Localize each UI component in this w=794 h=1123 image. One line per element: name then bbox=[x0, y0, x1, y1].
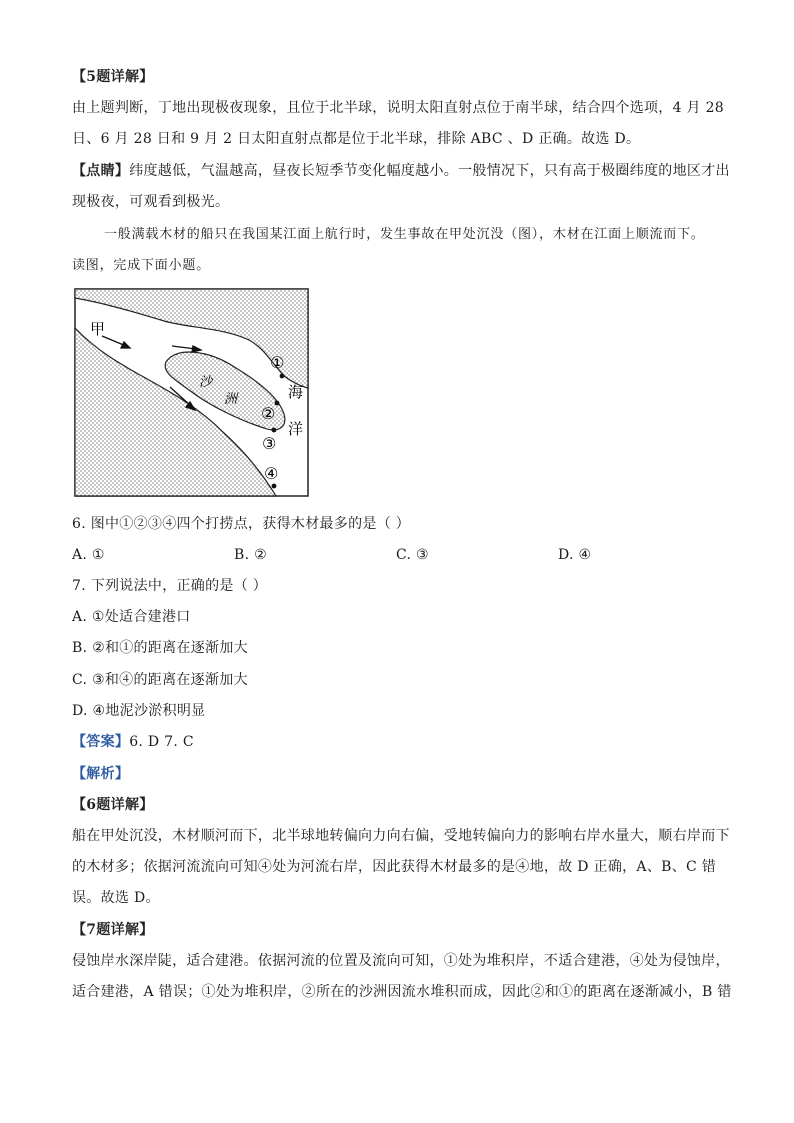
label-sha: 沙 bbox=[199, 375, 213, 390]
paragraph-line: 现极夜，可观看到极光。 bbox=[72, 194, 230, 210]
paragraph-line: 适合建港，A 错误；①处为堆积岸，②所在的沙洲因流水堆积而成，因此②和①的距离在逐渐减小，B 错 bbox=[72, 984, 732, 1000]
section-heading-q7: 【7题详解】 bbox=[72, 922, 154, 938]
paragraph-line: 日、6 月 28 日和 9 月 2 日太阳直射点都是位于北半球，排除 ABC 、D 正确。故选 D。 bbox=[72, 131, 641, 147]
paragraph-line: 由上题判断，丁地出现极夜现象，且位于北半球，说明太阳直射点位于南半球，结合四个选项，4 月 28 bbox=[72, 100, 725, 116]
section-heading-q5: 【5题详解】 bbox=[72, 69, 154, 85]
label-hai: 海 bbox=[288, 383, 304, 401]
paragraph-line: 侵蚀岸水深岸陡，适合建港。依据河流的位置及流向可知，①处为堆积岸，不适合建港，④处为侵蚀岸， bbox=[72, 953, 730, 969]
question-6-options bbox=[72, 545, 632, 565]
point-label-1: ① bbox=[270, 353, 285, 372]
answer-text: 6. D 7. C bbox=[129, 734, 194, 750]
question-intro: 读图，完成下面小题。 bbox=[72, 258, 211, 273]
option-a[interactable]: A. ① bbox=[72, 547, 105, 563]
option-c[interactable]: C. ③和④的距离在逐渐加大 bbox=[72, 672, 248, 688]
tip-text: 纬度越低，气温越高，昼夜长短季节变化幅度越小。一般情况下，只有高于极圈纬度的地区才出 bbox=[129, 163, 730, 179]
question-7: 7. 下列说法中，正确的是（ ） bbox=[72, 578, 268, 594]
paragraph-line: 的木材多；依据河流流向可知④处为河流右岸，因此获得木材最多的是④地，故 D 正确，A、B、C 错 bbox=[72, 859, 717, 875]
analysis-heading: 【解析】 bbox=[72, 766, 130, 782]
paragraph-line: 船在甲处沉没，木材顺河而下，北半球地转偏向力向右偏，受地转偏向力的影响右岸水量大，顺右岸而下 bbox=[72, 828, 730, 844]
point-label-3: ③ bbox=[262, 434, 277, 453]
option-a[interactable]: A. ①处适合建港口 bbox=[72, 609, 191, 625]
label-jia: 甲 bbox=[90, 320, 106, 338]
question-6: 6. 图中①②③④四个打捞点，获得木材最多的是（ ） bbox=[72, 516, 411, 532]
river-map-figure bbox=[74, 288, 310, 498]
option-b[interactable]: B. ② bbox=[234, 547, 267, 563]
option-d[interactable]: D. ④地泥沙淤积明显 bbox=[72, 703, 206, 719]
answer-tag: 【答案】 bbox=[72, 734, 130, 750]
option-b[interactable]: B. ②和①的距离在逐渐加大 bbox=[72, 640, 248, 656]
point-label-2: ② bbox=[261, 404, 276, 423]
option-d[interactable]: D. ④ bbox=[558, 547, 592, 563]
paragraph-line: 误。故选 D。 bbox=[72, 890, 160, 906]
tip-tag: 【点睛】 bbox=[72, 163, 130, 179]
answer-line bbox=[72, 732, 194, 752]
label-zhou: 洲 bbox=[224, 392, 238, 407]
point-label-4: ④ bbox=[264, 464, 279, 483]
question-intro: 一般满载木材的船只在我国某江面上航行时，发生事故在甲处沉没（图），木材在江面上顺流而下。 bbox=[104, 227, 705, 242]
section-heading-q6: 【6题详解】 bbox=[72, 797, 154, 813]
label-yang: 洋 bbox=[288, 420, 304, 438]
tip-line bbox=[72, 161, 730, 181]
option-c[interactable]: C. ③ bbox=[396, 547, 429, 563]
